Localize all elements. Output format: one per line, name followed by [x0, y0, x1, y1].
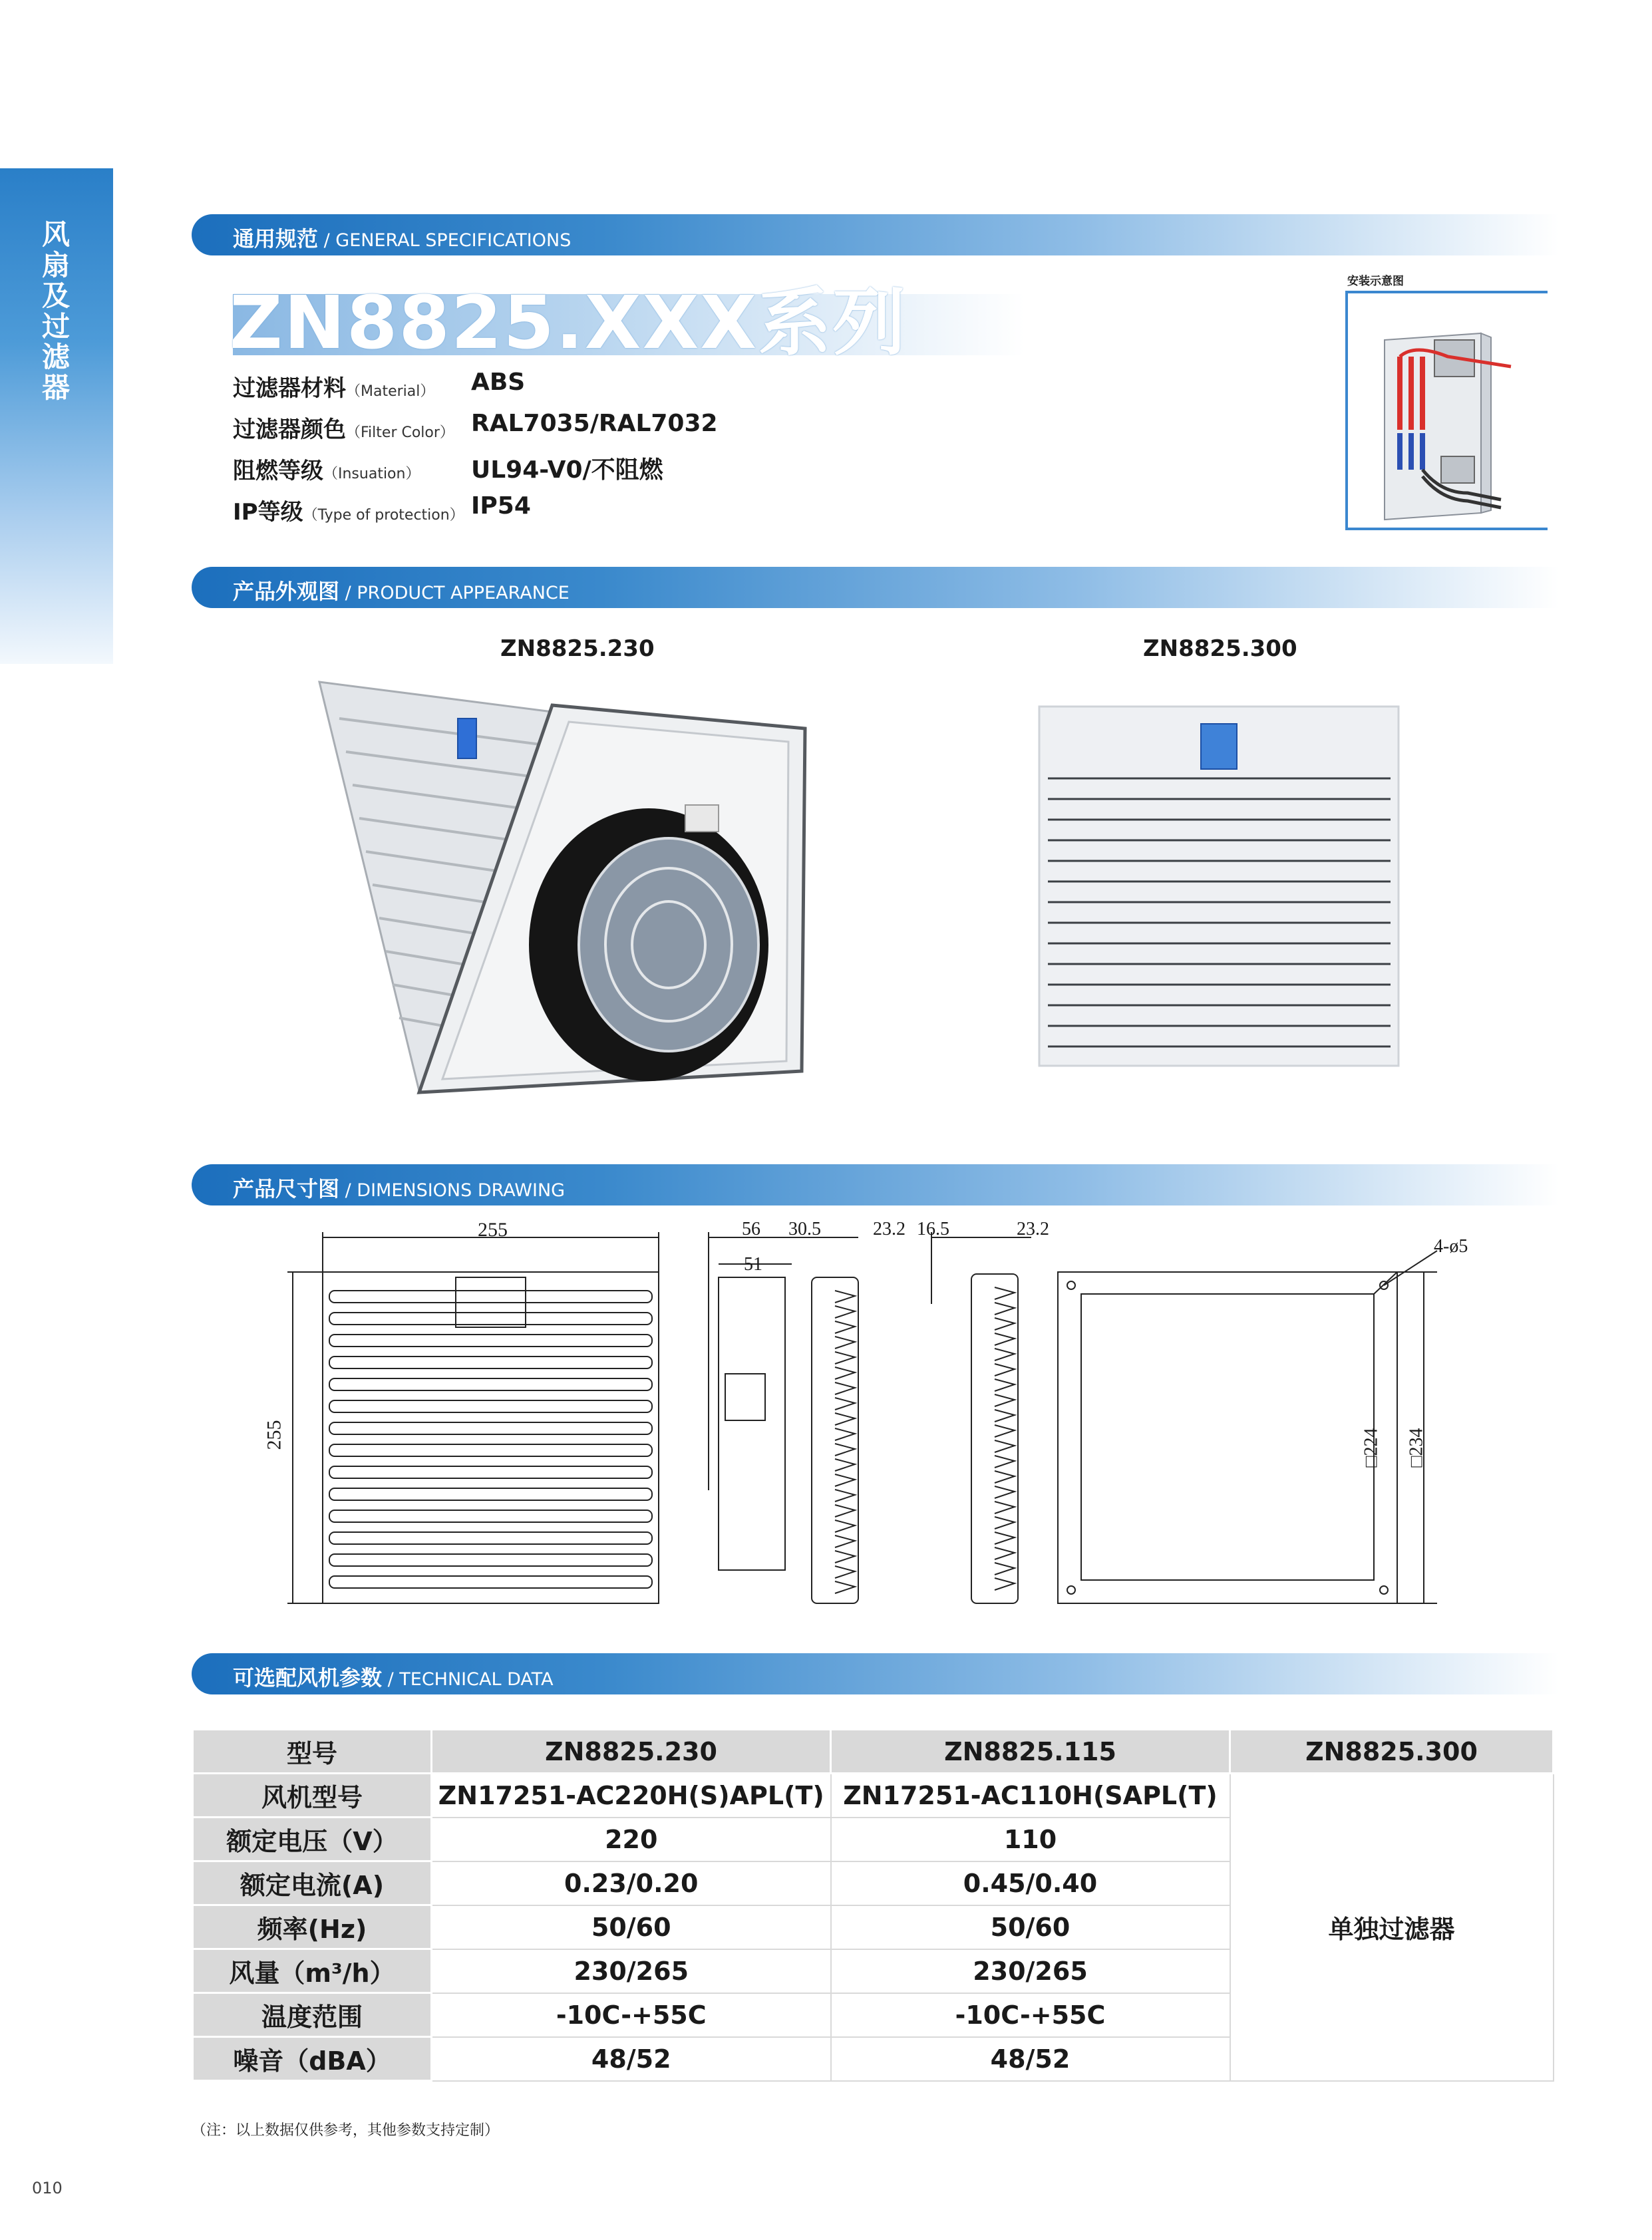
table-cell: 220: [432, 1818, 831, 1861]
dim-cutout: □224: [1361, 1428, 1382, 1468]
section-title-en: / DIMENSIONS DRAWING: [339, 1180, 566, 1201]
spec-value-ip: IP54: [471, 492, 531, 520]
spec-label-text: 阻燃等级: [233, 458, 323, 484]
filter-grille-photo: [1038, 705, 1401, 1070]
spec-label-en: （Type of protection）: [303, 507, 464, 524]
section-title-zh: 可选配风机参数: [233, 1665, 383, 1690]
table-header-cell: 型号: [193, 1730, 432, 1774]
table-cell: 48/52: [432, 2037, 831, 2081]
dim-outer: □234: [1406, 1428, 1427, 1468]
row-label: 额定电流(A): [193, 1861, 432, 1905]
spec-label-flame: [233, 452, 420, 485]
page-number: 010: [32, 2179, 63, 2197]
spec-label-material: [233, 370, 434, 402]
table-header-row: [193, 1730, 1554, 1774]
dim-front-width: 255: [478, 1219, 508, 1241]
dim-holes: 4-ø5: [1434, 1236, 1468, 1257]
table-header-cell: ZN8825.230: [432, 1730, 831, 1774]
spec-value-flame: UL94-V0/不阻燃: [471, 456, 663, 484]
section-header-technical: [192, 1653, 1559, 1694]
table-cell: 50/60: [432, 1905, 831, 1949]
footnote: （注：以上数据仅供参考，其他参数支持定制）: [192, 2122, 500, 2139]
dim-side-b: 23.2: [873, 1219, 906, 1239]
technical-data-table: [192, 1728, 1554, 2082]
table-cell: ZN17251-AC220H(S)APL(T): [432, 1774, 831, 1818]
row-label: 噪音（dBA）: [193, 2037, 432, 2081]
table-cell: 110: [831, 1818, 1230, 1861]
merged-filter-cell: 单独过滤器: [1230, 1774, 1554, 2081]
dim-side-depth: 56: [742, 1219, 760, 1239]
spec-label-en: （Material）: [346, 383, 435, 400]
table-cell: ZN17251-AC110H(SAPL(T): [831, 1774, 1230, 1818]
table-header-cell: ZN8825.300: [1230, 1730, 1554, 1774]
table-row: [193, 1774, 1554, 1818]
install-diagram: [1345, 291, 1548, 530]
product-name-230: ZN8825.230: [500, 635, 655, 662]
spec-label-text: IP等级: [233, 499, 303, 526]
section-title-zh: 产品尺寸图: [233, 1176, 340, 1201]
spec-value-material: ABS: [471, 369, 526, 396]
row-label: 风量（m³/h）: [193, 1949, 432, 1993]
table-cell: -10C-+55C: [831, 1993, 1230, 2037]
table-cell: 230/265: [831, 1949, 1230, 1993]
row-label: 频率(Hz): [193, 1905, 432, 1949]
dim-front-height: 255: [263, 1420, 285, 1450]
table-cell: -10C-+55C: [432, 1993, 831, 2037]
spec-label-color: [233, 411, 454, 444]
row-label: 风机型号: [193, 1774, 432, 1818]
table-cell: 0.23/0.20: [432, 1861, 831, 1905]
section-title-en: / GENERAL SPECIFICATIONS: [318, 230, 572, 251]
table-cell: 50/60: [831, 1905, 1230, 1949]
spec-label-text: 过滤器颜色: [233, 416, 346, 443]
cabinet-airflow-illustration: [1348, 293, 1548, 528]
dim-side2-a: 16.5: [917, 1219, 949, 1239]
spec-label-text: 过滤器材料: [233, 375, 346, 402]
dim-side-a: 30.5: [788, 1219, 821, 1239]
page-title: ZN8825.XXX系列: [230, 280, 908, 365]
side-category-label: 风 扇 及 过 滤 器: [41, 218, 70, 404]
spec-value-color: RAL7035/RAL7032: [471, 410, 718, 437]
fan-filter-photo: [313, 672, 818, 1100]
table-header-cell: ZN8825.115: [831, 1730, 1230, 1774]
table-cell: 0.45/0.40: [831, 1861, 1230, 1905]
dimensions-drawing: [263, 1219, 1530, 1626]
spec-label-en: （Insuation）: [323, 466, 420, 482]
table-cell: 48/52: [831, 2037, 1230, 2081]
section-title-en: / TECHNICAL DATA: [382, 1669, 554, 1690]
spec-label-en: （Filter Color）: [346, 424, 454, 441]
spec-label-ip: [233, 494, 464, 526]
section-title-en: / PRODUCT APPEARANCE: [339, 583, 570, 603]
table-cell: 230/265: [432, 1949, 831, 1993]
row-label: 温度范围: [193, 1993, 432, 2037]
dim-side2-b: 23.2: [1017, 1219, 1049, 1239]
product-name-300: ZN8825.300: [1143, 635, 1297, 662]
install-diagram-title: 安装示意图: [1347, 275, 1404, 288]
section-title-zh: 通用规范: [233, 226, 319, 251]
dim-side-c: 51: [744, 1254, 762, 1275]
section-header-dimensions: [192, 1164, 1559, 1205]
row-label: 额定电压（V）: [193, 1818, 432, 1861]
section-header-appearance: [192, 567, 1559, 608]
section-title-zh: 产品外观图: [233, 579, 340, 604]
section-header-general: [192, 214, 1559, 255]
